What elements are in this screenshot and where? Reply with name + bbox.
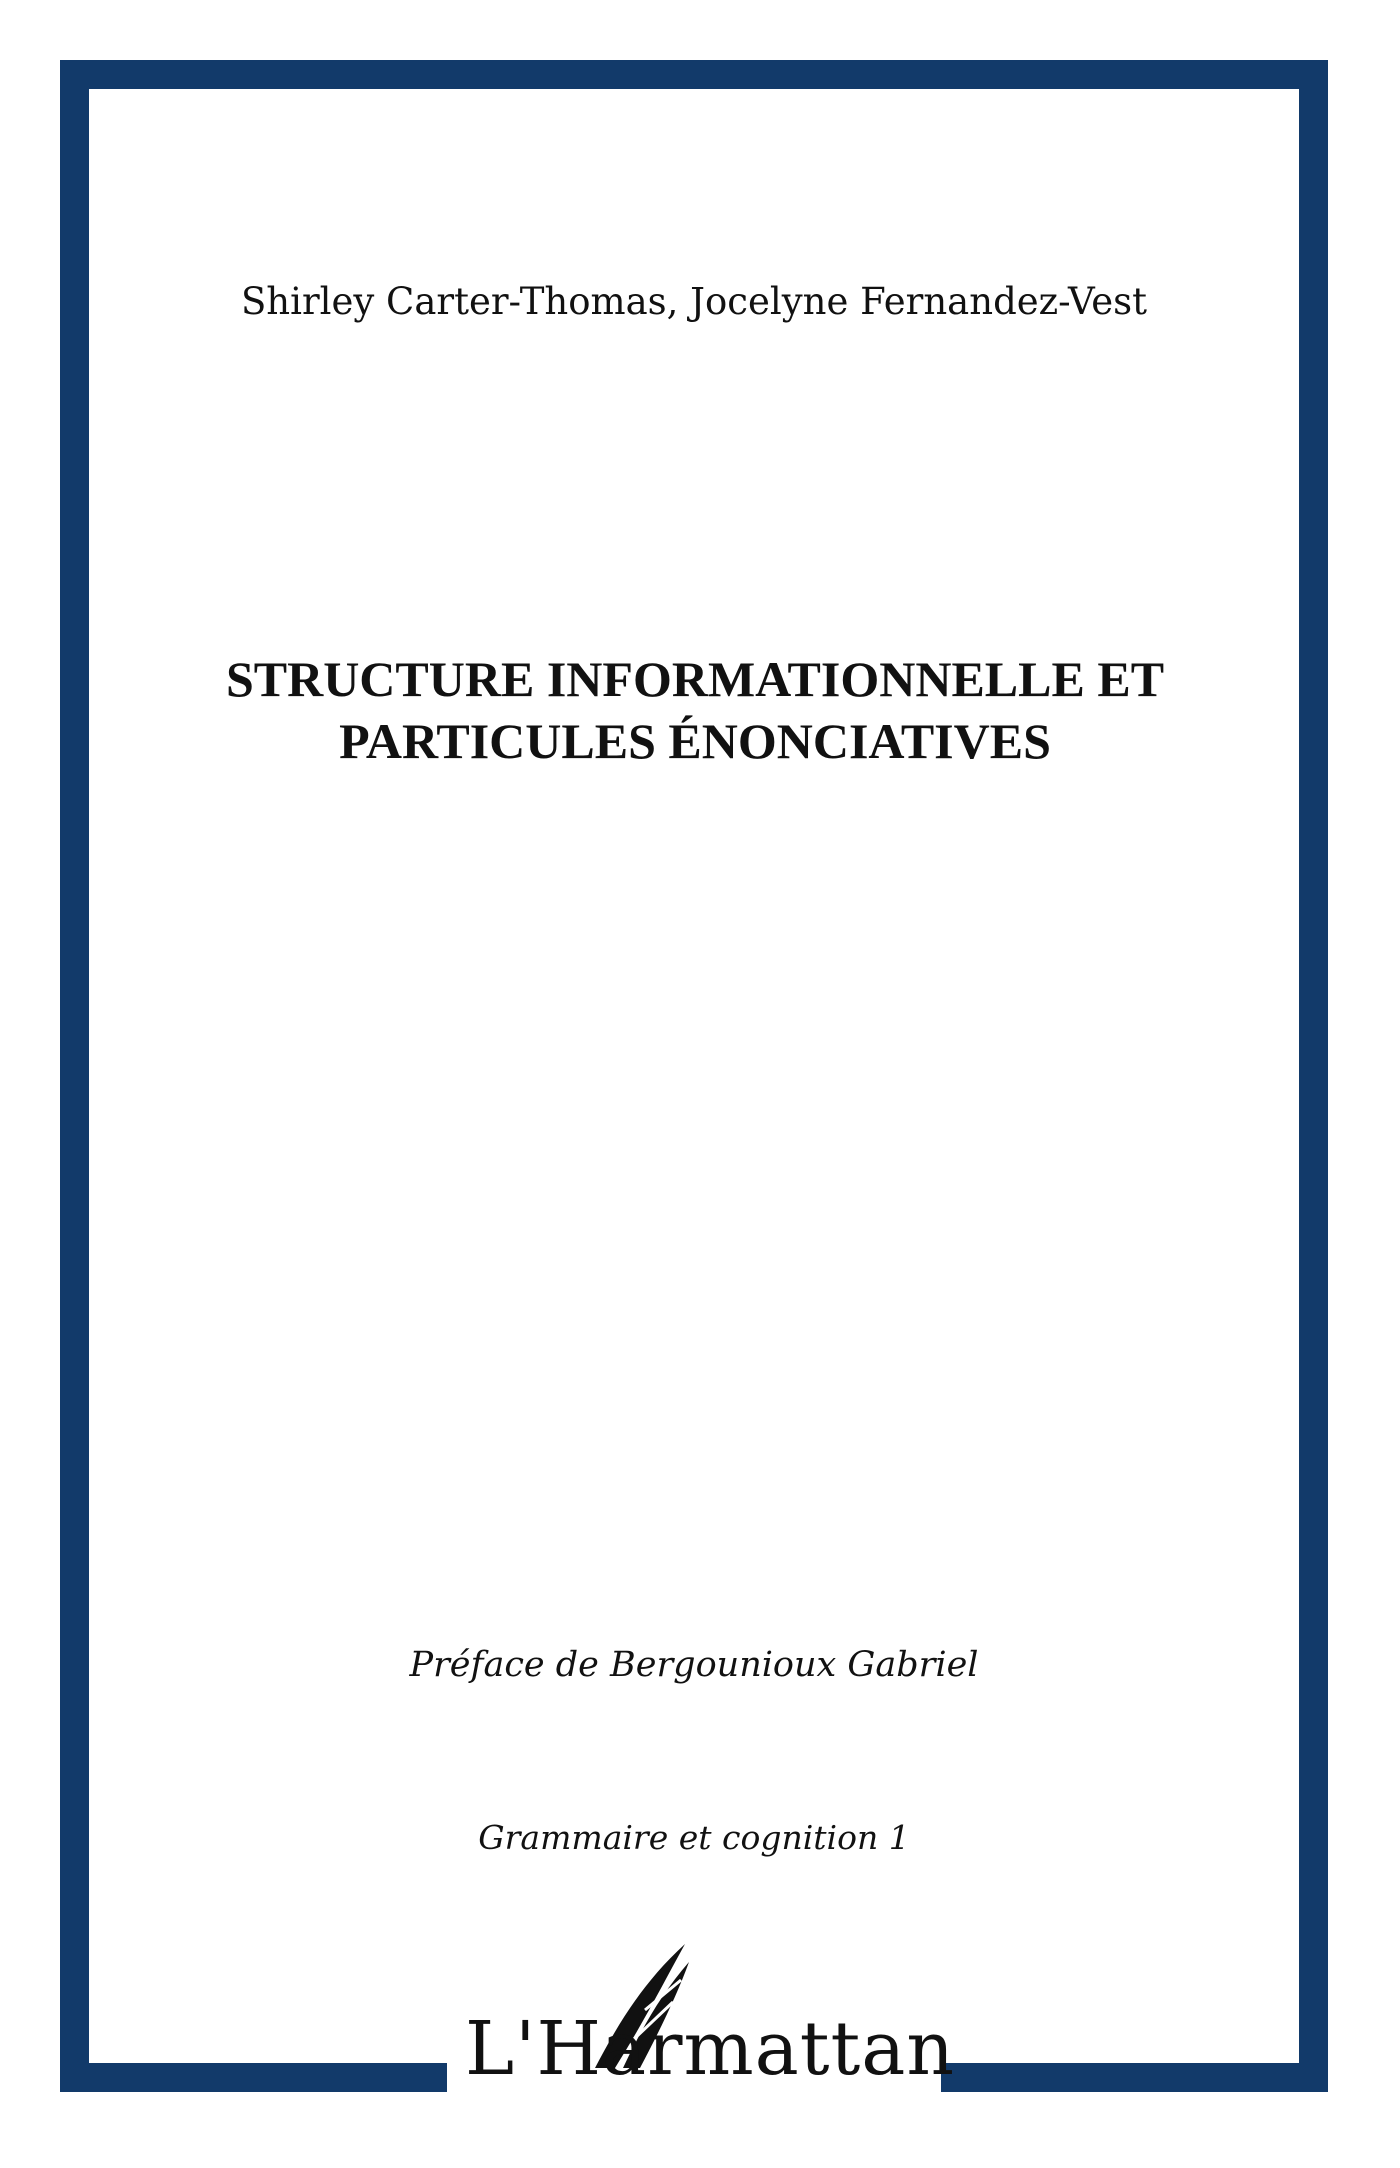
frame-left-bar bbox=[60, 60, 89, 2092]
book-authors: Shirley Carter-Thomas, Jocelyne Fernandez-Vest bbox=[240, 280, 1148, 323]
collection-name: Grammaire et cognition 1 bbox=[478, 1818, 910, 1857]
preface-credit: Préface de Bergounioux Gabriel bbox=[409, 1645, 979, 1685]
book-title-line-1: STRUCTURE INFORMATIONNELLE ET bbox=[225, 651, 1165, 707]
frame-bottom-right-bar bbox=[941, 2063, 1328, 2092]
frame-bottom-left-bar bbox=[60, 2063, 447, 2092]
publisher-logo bbox=[465, 1940, 956, 2100]
book-title bbox=[140, 648, 1250, 772]
frame-top-bar bbox=[60, 60, 1328, 89]
publisher-name: L'Harmattan bbox=[465, 2006, 956, 2092]
frame-right-bar bbox=[1299, 60, 1328, 2092]
book-title-line-2: PARTICULES ÉNONCIATIVES bbox=[339, 713, 1051, 769]
